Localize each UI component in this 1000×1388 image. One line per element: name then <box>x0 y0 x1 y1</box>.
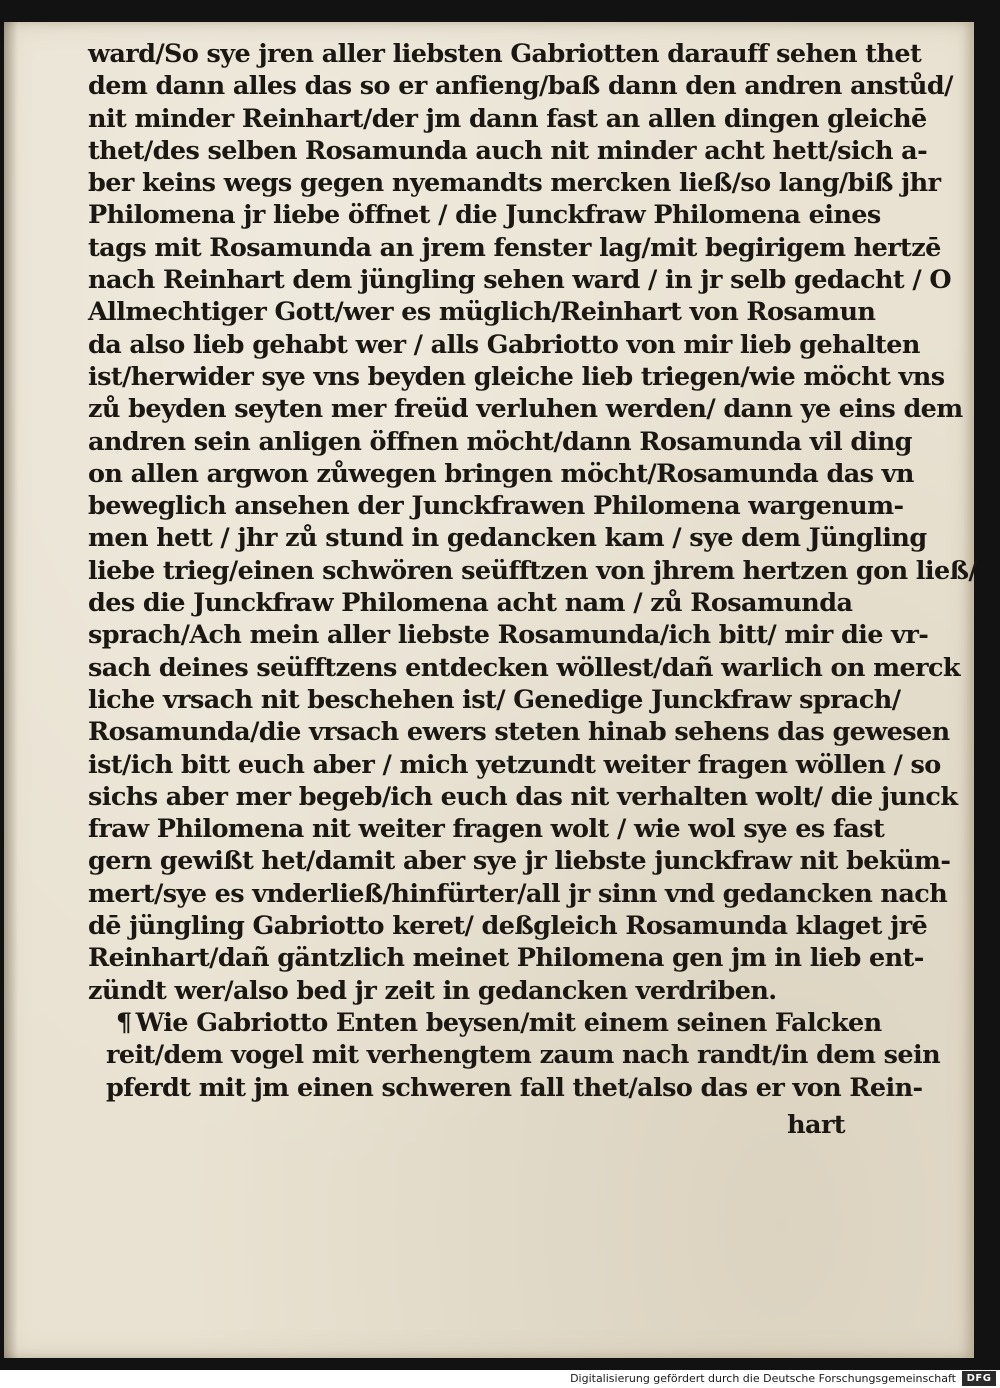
text-line: Allmechtiger Gott/wer es müglich/Reinhart von Rosamun <box>88 297 876 328</box>
text-line: Reinhart/dañ gäntzlich meinet Philomena gen jm in lieb ent- <box>88 943 924 974</box>
pilcrow-mark: ¶ <box>116 1007 132 1038</box>
text-line: mert/sye es vnderließ/hinfürter/all jr sinn vnd gedancken nach <box>88 878 948 909</box>
page-text-block <box>88 38 978 1104</box>
text-line: zů beyden seyten mer freüd verluhen werden/ dann ye eins dem <box>88 394 963 425</box>
text-line: liche vrsach nit beschehen ist/ Genedige Junckfraw sprach/ <box>88 684 901 715</box>
text-line: nach Reinhart dem jüngling sehen ward / in jr selb gedacht / O <box>88 265 951 296</box>
text-line: thet/des selben Rosamunda auch nit minder acht hett/sich a- <box>88 135 928 166</box>
chapter-heading-line: reit/dem vogel mit verhengtem zaum nach randt/in dem sein <box>106 1040 941 1071</box>
text-line: sichs aber mer begeb/ich euch das nit verhalten wolt/ die junck <box>88 781 958 812</box>
page-gutter-shadow <box>4 22 18 1358</box>
text-line: Philomena jr liebe öffnet / die Junckfraw Philomena eines <box>88 200 881 231</box>
text-line: des die Junckfraw Philomena acht nam / zů Rosamunda <box>88 588 853 619</box>
text-line: dē jüngling Gabriotto keret/ deßgleich Rosamunda klaget jrē <box>88 911 928 942</box>
text-line: Rosamunda/die vrsach ewers steten hinab sehens das gewesen <box>88 717 950 748</box>
text-line: ist/ich bitt euch aber / mich yetzundt weiter fragen wöllen / so <box>88 749 941 780</box>
chapter-heading-line <box>88 1007 882 1039</box>
text-line: men hett / jhr zů stund in gedancken kam / sye dem Jüngling <box>88 523 927 554</box>
catchword: hart <box>787 1110 845 1140</box>
chapter-heading-line: pferdt mit jm einen schweren fall thet/also das er von Rein- <box>106 1072 923 1103</box>
text-line: on allen argwon zůwegen bringen möcht/Rosamunda das vn <box>88 458 914 489</box>
dfg-logo: DFG <box>962 1371 996 1386</box>
text-line: sprach/Ach mein aller liebste Rosamunda/ich bitt/ mir die vr- <box>88 620 929 651</box>
text-line: beweglich ansehen der Junckfrawen Philomena wargenum- <box>88 491 904 522</box>
text-line: ber keins wegs gegen nyemandts mercken ließ/so lang/biß jhr <box>88 168 941 199</box>
text-line: gern gewißt het/damit aber sye jr liebste junckfraw nit beküm- <box>88 846 951 877</box>
chapter-heading-text: Wie Gabriotto Enten beysen/mit einem seinen Falcken <box>135 1007 882 1038</box>
text-line: zündt wer/also bed jr zeit in gedancken verdriben. <box>88 975 777 1006</box>
text-line: tags mit Rosamunda an jrem fenster lag/mit begirigem hertzē <box>88 232 941 263</box>
text-line: da also lieb gehabt wer / alls Gabriotto von mir lieb gehalten <box>88 329 920 360</box>
funding-credit: Digitalisierung gefördert durch die Deutsche Forschungsgemeinschaft <box>570 1372 956 1385</box>
text-line: ist/herwider sye vns beyden gleiche lieb triegen/wie möcht vns <box>88 361 945 392</box>
text-line: andren sein anligen öffnen möcht/dann Rosamunda vil ding <box>88 426 912 457</box>
text-line: dem dann alles das so er anfieng/baß dann den andren anstůd/ <box>88 71 953 102</box>
text-line: liebe trieg/einen schwören seüfftzen von jhrem hertzen gon ließ/ <box>88 555 978 586</box>
text-line: nit minder Reinhart/der jm dann fast an allen dingen gleichē <box>88 103 927 134</box>
text-line: sach deines seüfftzens entdecken wöllest/dañ warlich on merck <box>88 652 960 683</box>
text-line: fraw Philomena nit weiter fragen wolt / wie wol sye es fast <box>88 814 885 845</box>
text-line: ward/So sye jren aller liebsten Gabriotten darauff sehen thet <box>88 39 922 69</box>
